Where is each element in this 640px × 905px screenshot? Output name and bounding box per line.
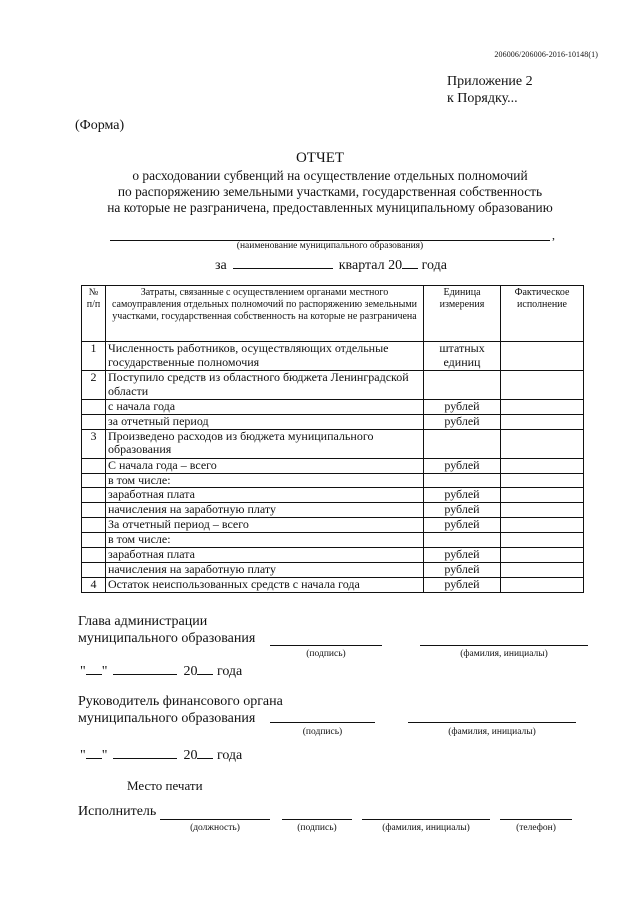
table-row [82,414,584,429]
row-unit: рублей [424,400,501,415]
head-admin-title [78,613,255,647]
finance-head-name-caption: (фамилия, инициалы) [448,727,536,737]
row-fact-value[interactable] [501,400,584,415]
row-fact-value[interactable] [501,371,584,400]
row-number [82,458,106,473]
row-unit [424,473,501,488]
row-unit: штатных единиц [424,342,501,371]
municipality-name-field[interactable] [110,234,550,241]
date-1 [80,662,242,680]
finance-head-signature-field[interactable] [270,720,375,723]
municipality-caption: (наименование муниципального образования) [236,241,424,251]
table-header-row [82,286,584,342]
head-admin-name-caption: (фамилия, инициалы) [460,649,548,659]
table-row [82,577,584,592]
table-row [82,547,584,562]
row-cost-item: начисления на заработную плату [106,562,424,577]
table-row [82,488,584,503]
row-unit: рублей [424,503,501,518]
period-suffix: года [421,258,447,273]
executor-name-field[interactable] [362,817,490,820]
row-cost-item: начисления на заработную плату [106,503,424,518]
head-admin-signature-field[interactable] [270,643,382,646]
form-label: (Форма) [75,118,125,133]
row-unit [424,371,501,400]
finance-head-line-2: муниципального образования [78,711,256,726]
row-cost-item: Остаток неиспользованных средств с начала года [106,577,424,592]
row-unit [424,429,501,458]
date-1-quote-open: " [80,664,86,679]
stamp-place-label: Место печати [127,778,203,793]
table-row [82,473,584,488]
appendix-line-2: к Порядку... [447,91,518,106]
period-blank-field[interactable] [233,256,333,269]
table-row [82,503,584,518]
row-cost-item: с начала года [106,400,424,415]
row-cost-item: Произведено расходов из бюджета муниципального образования [106,429,424,458]
executor-position-caption: (должность) [190,823,240,833]
table-row [82,562,584,577]
row-fact-value[interactable] [501,503,584,518]
row-fact-value[interactable] [501,414,584,429]
page-subtitle [60,168,600,215]
row-number [82,400,106,415]
row-fact-value[interactable] [501,488,584,503]
row-unit: рублей [424,414,501,429]
row-number [82,518,106,533]
row-number: 4 [82,577,106,592]
row-number [82,547,106,562]
head-admin-name-field[interactable] [420,643,588,646]
row-cost-item: Численность работников, осуществляющих отдельные государственные полномочия [106,342,424,371]
subtitle-line-1: о расходовании субвенций на осуществление отдельных полномочий [132,168,528,183]
row-fact-value[interactable] [501,518,584,533]
row-fact-value[interactable] [501,473,584,488]
row-fact-value[interactable] [501,342,584,371]
header-fact: Фактическое исполнение [501,286,584,342]
row-number [82,473,106,488]
table-row [82,400,584,415]
row-number [82,562,106,577]
row-number: 1 [82,342,106,371]
table-row [82,371,584,400]
executor-position-field[interactable] [160,817,270,820]
row-fact-value[interactable] [501,429,584,458]
row-cost-item: в том числе: [106,473,424,488]
report-table [81,285,584,593]
header-num: № п/п [82,286,106,342]
period-year-field[interactable] [402,256,418,269]
date-1-day-field[interactable] [86,662,102,675]
executor-phone-field[interactable] [500,817,572,820]
table-row [82,533,584,548]
row-unit: рублей [424,458,501,473]
date-1-year-prefix: 20 [183,664,198,679]
row-fact-value[interactable] [501,577,584,592]
date-2-month-field[interactable] [113,746,177,759]
finance-head-line-1: Руководитель финансового органа [78,694,283,709]
table-row [82,458,584,473]
header-unit: Единица измерения [424,286,501,342]
report-period [215,256,447,274]
date-2 [80,746,242,764]
period-prefix: за [215,258,227,273]
date-2-year-prefix: 20 [183,748,198,763]
period-middle: квартал 20 [338,258,403,273]
row-cost-item: в том числе: [106,533,424,548]
row-fact-value[interactable] [501,547,584,562]
head-admin-line-2: муниципального образования [78,631,256,646]
executor-sign-caption: (подпись) [297,823,337,833]
executor-label: Исполнитель [78,804,157,819]
date-1-suffix: года [216,664,243,679]
row-number [82,488,106,503]
row-fact-value[interactable] [501,458,584,473]
header-costs: Затраты, связанные с осуществлением органами местного самоуправления отдельных полномочий по распоряжению земельными участками, государственная собственность на которые не разграничена [106,286,424,342]
executor-name-caption: (фамилия, инициалы) [382,823,470,833]
row-number [82,414,106,429]
head-admin-line-1: Глава администрации [78,614,208,629]
row-unit: рублей [424,547,501,562]
date-2-year-field[interactable] [197,746,213,759]
date-2-quote-close: " [101,748,108,763]
row-cost-item: заработная плата [106,547,424,562]
row-number: 2 [82,371,106,400]
table-row [82,518,584,533]
date-1-quote-close: " [101,664,108,679]
row-cost-item: Поступило средств из областного бюджета Ленинградской области [106,371,424,400]
date-2-suffix: года [216,748,243,763]
finance-head-title [78,693,283,727]
document-id: 206006/206006-2016-10148(1) [494,50,598,59]
row-unit: рублей [424,518,501,533]
date-1-month-field[interactable] [113,662,177,675]
row-unit: рублей [424,562,501,577]
row-unit: рублей [424,577,501,592]
row-fact-value[interactable] [501,562,584,577]
table-row [82,342,584,371]
head-admin-sign-caption: (подпись) [306,649,346,659]
executor-signature-field[interactable] [282,817,352,820]
table-row [82,429,584,458]
appendix-reference [447,73,533,107]
row-cost-item: за отчетный период [106,414,424,429]
row-cost-item: За отчетный период – всего [106,518,424,533]
row-unit [424,533,501,548]
date-1-year-field[interactable] [197,662,213,675]
row-unit: рублей [424,488,501,503]
row-number [82,503,106,518]
row-cost-item: С начала года – всего [106,458,424,473]
date-2-day-field[interactable] [86,746,102,759]
finance-head-sign-caption: (подпись) [302,727,343,737]
municipality-comma: , [552,228,555,242]
page-title: ОТЧЕТ [295,150,345,166]
subtitle-line-3: на которые не разграничена, предоставленных муниципальному образованию [107,199,553,215]
finance-head-name-field[interactable] [408,720,576,723]
row-fact-value[interactable] [501,533,584,548]
row-cost-item: заработная плата [106,488,424,503]
row-number [82,533,106,548]
date-2-quote-open: " [80,748,86,763]
row-number: 3 [82,429,106,458]
executor-phone-caption: (телефон) [516,823,556,833]
subtitle-line-2: по распоряжению земельными участками, государственная собственность [117,183,543,199]
appendix-line-1: Приложение 2 [447,74,533,89]
